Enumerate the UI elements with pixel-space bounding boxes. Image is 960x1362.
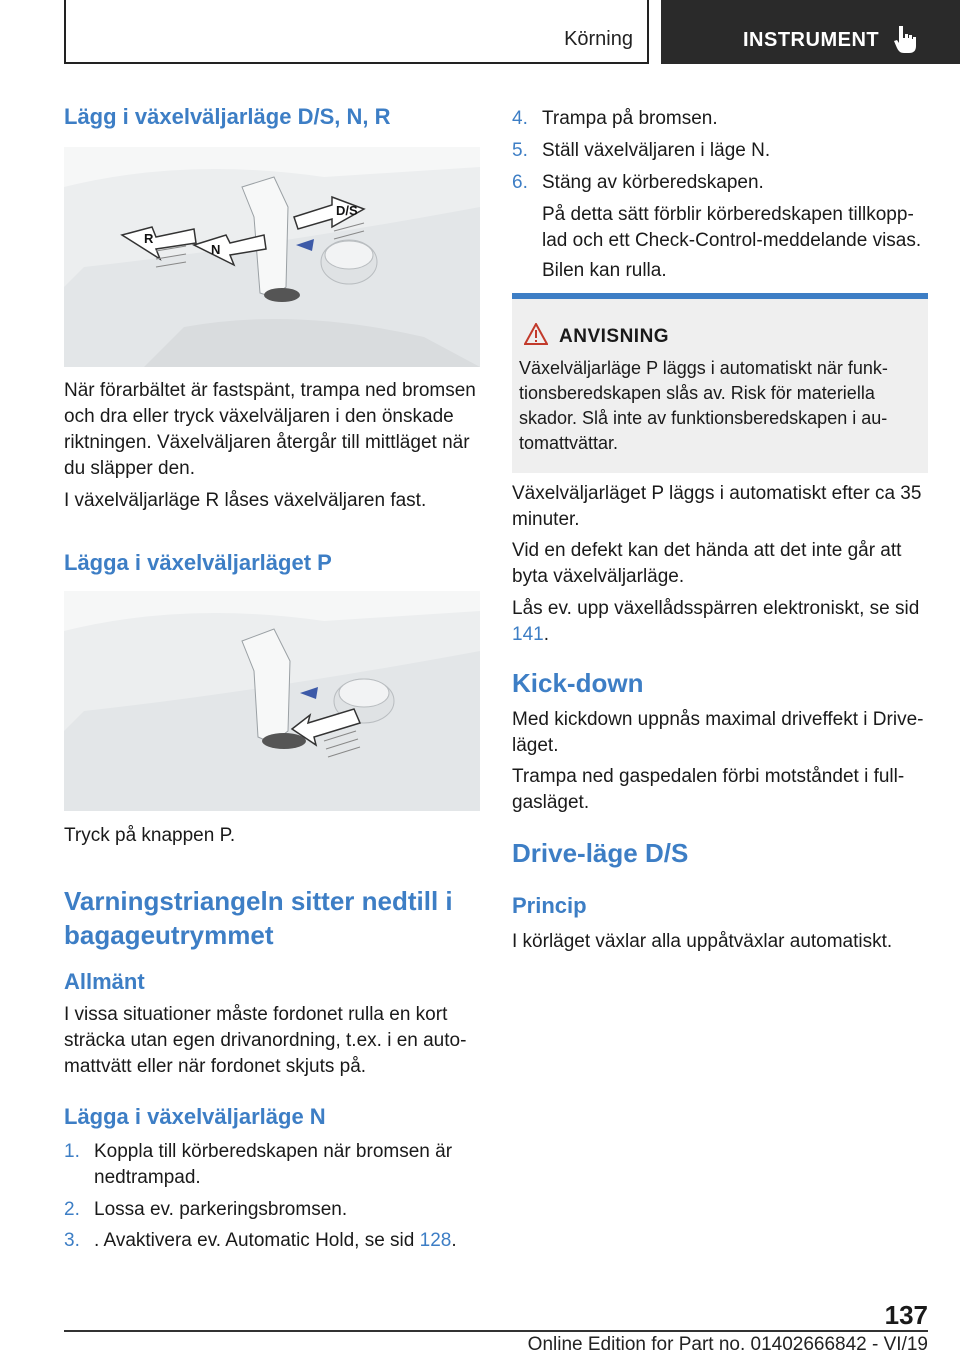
heading-gear-n: Lägga i växelväljarläge N [64, 1104, 326, 1129]
paragraph-defect: Vid en defekt kan det hända att det inte går att byta växelväljarläge. [512, 540, 902, 587]
label-r: R [144, 231, 154, 246]
heading-general: Allmänt [64, 969, 145, 994]
header-chapter-label: INSTRUMENT [743, 29, 880, 51]
list-number: 2. [64, 1199, 80, 1220]
warning-triangle-icon [524, 323, 548, 345]
paragraph-p-auto: Växelväljarläget P läggs i automatiskt efter ca 35 minuter. [512, 483, 922, 530]
page-link-128[interactable]: 128 [419, 1230, 452, 1251]
list-sub-paragraph: Bilen kan rulla. [542, 260, 667, 281]
paragraph-kickdown: Med kickdown uppnås maximal driveffekt i Drive-läget. [512, 709, 924, 756]
list-text: Stäng av körberedskapen. [542, 172, 764, 193]
notice-title: ANVISNING [559, 326, 670, 347]
paragraph-unlock-end: . [543, 624, 549, 645]
list-text: Ställ växelväljaren i läge N. [542, 140, 771, 161]
label-d-s: D/S [336, 203, 358, 218]
notice-body: Växelväljarläge P läggs i automatiskt när funktionsberedskapen slås av. Risk för materiella skador. Slå inte av funktionsberedskapen i automattvättar. [519, 358, 888, 453]
pointing-hand-icon [893, 24, 921, 54]
list-text: . Avaktivera ev. Automatic Hold, se sid [94, 1230, 420, 1251]
label-n: N [211, 242, 221, 257]
gear-selector-drawing [64, 147, 480, 367]
page-link-141[interactable]: 141 [512, 624, 544, 645]
heading-drive-mode: Drive-läge D/S [512, 838, 689, 868]
notice-box [512, 293, 928, 473]
heading-kick-down: Kick-down [512, 668, 644, 698]
paragraph-general: I vissa situationer måste fordonet rulla en kort sträcka utan egen drivanordning, t.ex. i en automattvätt eller när fordonet skjuts på. [64, 1004, 467, 1077]
edition-text: Online Edition for Part no. 01402666842 - VI/19 [527, 1334, 928, 1355]
paragraph-move-selector: När förarbältet är fastspänt, trampa ned bromsen och dra eller tryck växelväljaren i den önskade riktningen. Växelväljaren återgår till mittläget när du släpper den. [64, 380, 476, 479]
heading-warning-triangle: Varningstriangeln sitter nedtill i bagageutrymmet [64, 886, 453, 950]
list-number: 1. [64, 1141, 80, 1162]
list-sub-paragraph: På detta sätt förblir körberedskapen tillkopplad och ett Check-Control-meddelande visas. [542, 204, 922, 251]
list-number: 5. [512, 140, 528, 161]
footer-divider [64, 1330, 928, 1332]
list-text: Lossa ev. parkeringsbromsen. [94, 1199, 348, 1220]
paragraph-gas-pedal: Trampa ned gaspedalen förbi motståndet i fullgasläget. [512, 766, 905, 813]
list-text: Koppla till körberedskapen när bromsen är nedtrampad. [94, 1141, 453, 1188]
list-number: 6. [512, 172, 528, 193]
list-text-with-link [94, 1228, 482, 1254]
paragraph-r-locked: I växelväljarläge R låses växelväljaren fast. [64, 490, 427, 511]
page-number: 137 [884, 1300, 928, 1330]
header-chapter-tab [661, 0, 960, 64]
paragraph-principle: I körläget växlar alla uppåtväxlar automatiskt. [512, 931, 893, 952]
header-section-box [64, 0, 649, 64]
heading-gear-d-s-n-r: Lägg i växelväljarläge D/S, N, R [64, 104, 391, 129]
heading-principle: Princip [512, 893, 587, 918]
list-text: Trampa på bromsen. [542, 108, 718, 129]
list-number: 4. [512, 108, 528, 129]
paragraph-press-p: Tryck på knappen P. [64, 825, 236, 846]
header-section-label: Körning [564, 28, 633, 50]
heading-gear-p: Lägga i växelväljarläget P [64, 550, 332, 575]
list-number: 3. [64, 1230, 80, 1251]
illustration-gear-selector-drs [64, 147, 480, 367]
paragraph-unlock [512, 596, 930, 648]
paragraph-unlock-text: Lås ev. upp växellådsspärren elektroniskt, se sid [512, 598, 920, 619]
illustration-gear-selector-p [64, 591, 480, 811]
p-button-drawing [64, 591, 480, 811]
list-text-end: . [451, 1230, 457, 1251]
